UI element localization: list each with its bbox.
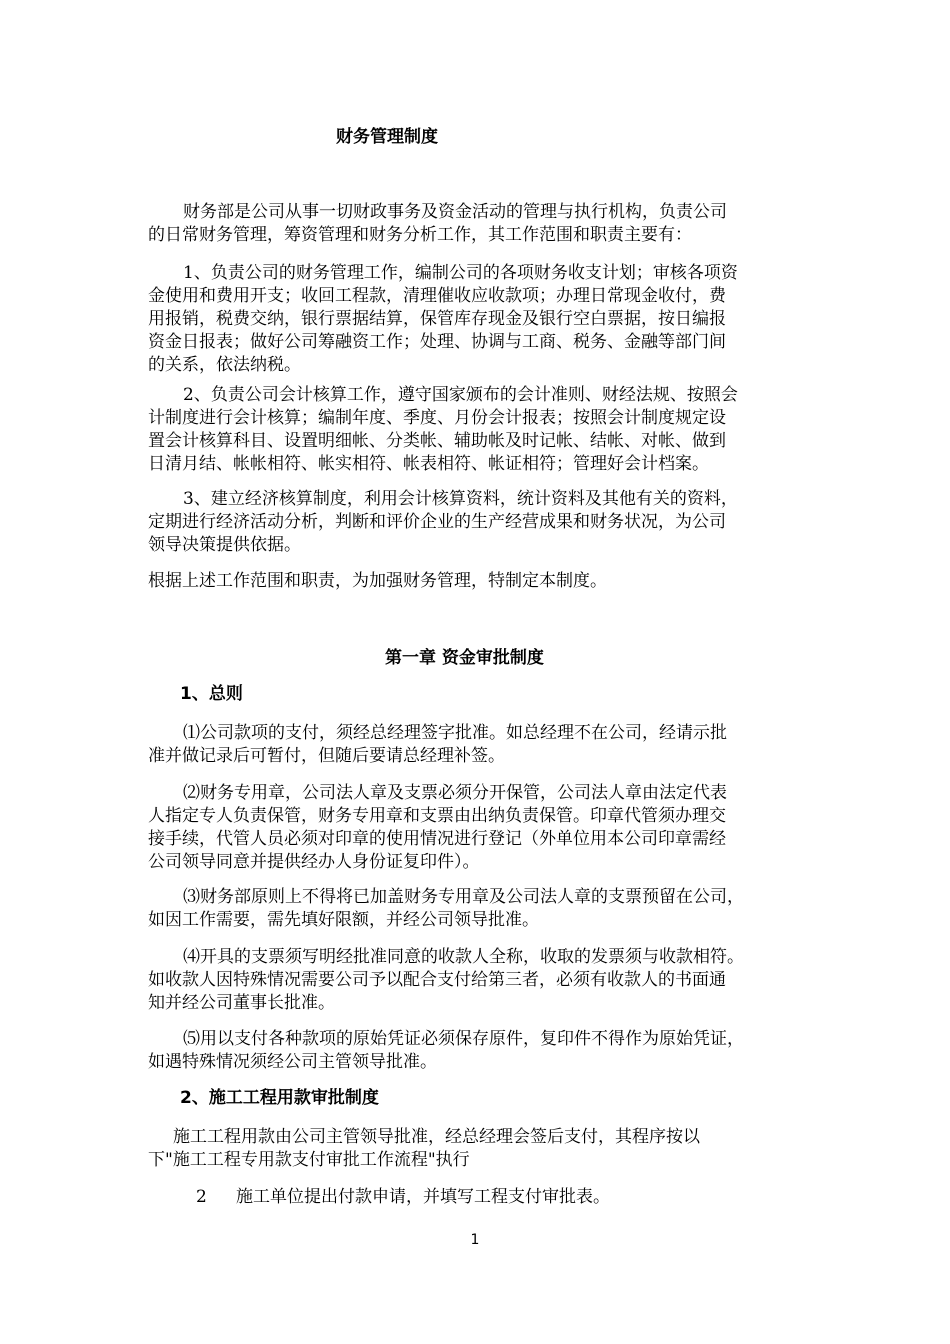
text-line: 置会计核算科目、设置明细帐、分类帐、辅助帐及时记帐、结帐、对帐、做到 [148,431,726,451]
section-heading: 1、总则 [180,684,243,704]
rule-paragraph-1 [148,722,727,768]
text-line: 1、负责公司的财务管理工作，编制公司的各项财务收支计划；审核各项资 [183,263,738,283]
text-line: ⑷开具的支票须写明经批准同意的收款人全称，收取的发票须与收款相符。 [183,947,744,967]
text-line: 如遇特殊情况须经公司主管领导批准。 [148,1052,437,1072]
text-line: 用报销，税费交纳，银行票据结算，保管库存现金及银行空白票据，按日编报 [148,309,726,329]
duty-paragraph-2 [148,384,738,476]
section-heading: 2、施工工程用款审批制度 [180,1088,379,1108]
section2-paragraph [148,1126,700,1172]
text-line: 公司领导同意并提供经办人身份证复印件）。 [148,852,480,872]
rule-paragraph-3 [148,886,744,932]
step-number: 2 [196,1187,207,1207]
text-line: 准并做记录后可暂付，但随后要请总经理补签。 [148,746,505,766]
step-text: 施工单位提出付款申请，并填写工程支付审批表。 [236,1187,610,1207]
text-line: 金使用和费用开支；收回工程款，清理催收应收款项；办理日常现金收付，费 [148,286,726,306]
text-line: 人指定专人负责保管，财务专用章和支票由出纳负责保管。印章代管须办理交 [148,806,726,826]
text-line: 定期进行经济活动分析，判断和评价企业的生产经营成果和财务状况，为公司 [148,512,726,532]
text-line: 根据上述工作范围和职责，为加强财务管理，特制定本制度。 [148,571,607,591]
rule-paragraph-2 [148,782,727,874]
intro-paragraph [148,201,727,247]
text-line: ⑶财务部原则上不得将已加盖财务专用章及公司法人章的支票预留在公司， [183,887,744,907]
text-line: 知并经公司董事长批准。 [148,993,335,1013]
closing-paragraph [148,570,607,593]
text-line: 接手续，代管人员必须对印章的使用情况进行登记（外单位用本公司印章需经 [148,829,726,849]
text-line: 计制度进行会计核算；编制年度、季度、月份会计报表；按照会计制度规定设 [148,408,726,428]
text-line: 的日常财务管理，筹资管理和财务分析工作，其工作范围和职责主要有： [148,225,692,245]
text-line: 如因工作需要，需先填好限额，并经公司领导批准。 [148,910,539,930]
text-line: 3、建立经济核算制度，利用会计核算资料，统计资料及其他有关的资料， [183,489,738,509]
text-line: 资金日报表；做好公司筹融资工作；处理、协调与工商、税务、金融等部门间 [148,332,726,352]
text-line: ⑵财务专用章，公司法人章及支票必须分开保管，公司法人章由法定代表 [183,783,727,803]
text-line: 如收款人因特殊情况需要公司予以配合支付给第三者，必须有收款人的书面通 [148,970,726,990]
page-number: 1 [470,1232,480,1248]
text-line: 施工工程用款由公司主管领导批准，经总经理会签后支付，其程序按以 [173,1127,700,1147]
rule-paragraph-5 [148,1028,744,1074]
text-line: 下"施工工程专用款支付审批工作流程"执行 [148,1150,470,1170]
text-line: 日清月结、帐帐相符、帐实相符、帐表相符、帐证相符；管理好会计档案。 [148,454,709,474]
text-line: 2、负责公司会计核算工作，遵守国家颁布的会计准则、财经法规、按照会 [183,385,738,405]
duty-paragraph-3 [148,488,738,557]
text-line: ⑸用以支付各种款项的原始凭证必须保存原件，复印件不得作为原始凭证， [183,1029,744,1049]
text-line: ⑴公司款项的支付，须经总经理签字批准。如总经理不在公司，经请示批 [183,723,727,743]
text-line: 财务部是公司从事一切财政事务及资金活动的管理与执行机构，负责公司 [183,202,727,222]
rule-paragraph-4 [148,946,744,1015]
duty-paragraph-1 [148,262,738,377]
chapter-title: 第一章 资金审批制度 [385,648,544,668]
text-line: 的关系，依法纳税。 [148,355,301,375]
text-line: 领导决策提供依据。 [148,535,301,555]
document-title: 财务管理制度 [336,127,438,147]
